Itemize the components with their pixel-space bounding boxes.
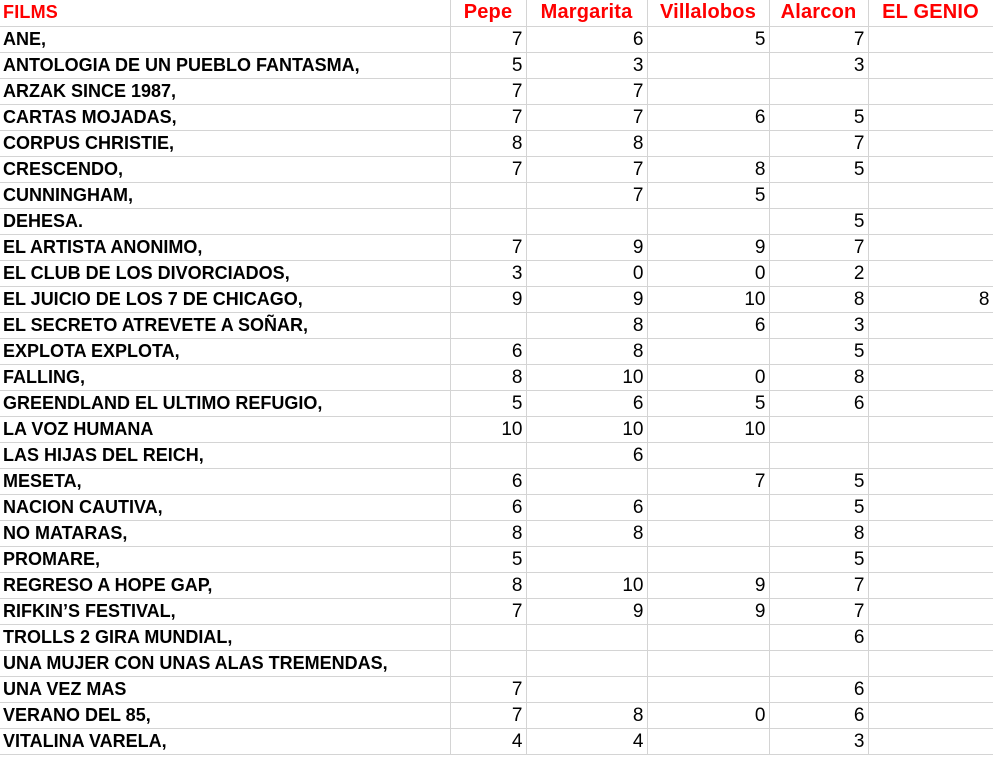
score-cell-margarita[interactable]: 3 [526,52,647,78]
film-title-cell[interactable]: RIFKIN’S FESTIVAL, [0,598,450,624]
score-cell-villalobos[interactable] [647,624,769,650]
score-cell-el-genio[interactable] [868,494,993,520]
score-cell-margarita[interactable] [526,468,647,494]
film-title-cell[interactable]: LA VOZ HUMANA [0,416,450,442]
table-row [0,208,993,234]
table-row [0,520,993,546]
score-cell-el-genio[interactable] [868,442,993,468]
film-title-cell[interactable]: PROMARE, [0,546,450,572]
film-title-cell[interactable]: NO MATARAS, [0,520,450,546]
score-cell-margarita[interactable]: 9 [526,234,647,260]
score-cell-alarcon[interactable]: 7 [769,598,868,624]
film-title-cell[interactable]: REGRESO A HOPE GAP, [0,572,450,598]
score-cell-el-genio[interactable] [868,468,993,494]
score-cell-alarcon[interactable]: 8 [769,364,868,390]
score-cell-villalobos[interactable] [647,52,769,78]
table-row [0,598,993,624]
score-cell-alarcon[interactable]: 7 [769,234,868,260]
table-row [0,442,993,468]
score-cell-villalobos[interactable]: 5 [647,182,769,208]
score-cell-pepe[interactable] [450,312,526,338]
film-title-cell[interactable]: EL JUICIO DE LOS 7 DE CHICAGO, [0,286,450,312]
score-cell-el-genio[interactable] [868,572,993,598]
film-title-cell[interactable]: EXPLOTA EXPLOTA, [0,338,450,364]
film-title-cell[interactable]: EL SECRETO ATREVETE A SOÑAR, [0,312,450,338]
score-cell-villalobos[interactable] [647,728,769,754]
score-cell-margarita[interactable]: 7 [526,78,647,104]
header-cell-villalobos[interactable]: Villalobos [647,0,769,26]
score-cell-pepe[interactable]: 9 [450,286,526,312]
score-cell-margarita[interactable]: 9 [526,286,647,312]
score-cell-pepe[interactable]: 5 [450,390,526,416]
film-title-cell[interactable]: NACION CAUTIVA, [0,494,450,520]
score-cell-margarita[interactable]: 10 [526,364,647,390]
film-title-cell[interactable]: ANTOLOGIA DE UN PUEBLO FANTASMA, [0,52,450,78]
film-title-cell[interactable]: ANE, [0,26,450,52]
film-title-cell[interactable]: EL CLUB DE LOS DIVORCIADOS, [0,260,450,286]
score-cell-pepe[interactable]: 7 [450,702,526,728]
score-cell-alarcon[interactable]: 5 [769,494,868,520]
table-row [0,390,993,416]
score-cell-el-genio[interactable] [868,182,993,208]
film-title-cell[interactable]: DEHESA. [0,208,450,234]
score-cell-alarcon[interactable]: 5 [769,546,868,572]
header-cell-films[interactable]: FILMS [0,0,450,26]
score-cell-margarita[interactable]: 8 [526,130,647,156]
score-cell-el-genio[interactable] [868,260,993,286]
score-cell-margarita[interactable]: 7 [526,156,647,182]
score-cell-pepe[interactable] [450,650,526,676]
score-cell-alarcon[interactable]: 3 [769,312,868,338]
score-cell-el-genio[interactable] [868,338,993,364]
score-cell-margarita[interactable]: 7 [526,104,647,130]
score-cell-alarcon[interactable] [769,78,868,104]
table-row [0,676,993,702]
score-cell-margarita[interactable]: 6 [526,494,647,520]
score-cell-el-genio[interactable] [868,520,993,546]
film-title-cell[interactable]: EL ARTISTA ANONIMO, [0,234,450,260]
score-cell-alarcon[interactable]: 5 [769,468,868,494]
score-cell-villalobos[interactable] [647,650,769,676]
score-cell-margarita[interactable]: 7 [526,182,647,208]
score-cell-margarita[interactable]: 8 [526,312,647,338]
score-cell-pepe[interactable]: 8 [450,364,526,390]
film-title-cell[interactable]: VERANO DEL 85, [0,702,450,728]
score-cell-el-genio[interactable] [868,130,993,156]
score-cell-alarcon[interactable]: 7 [769,130,868,156]
score-cell-villalobos[interactable] [647,78,769,104]
table-row [0,468,993,494]
table-row [0,312,993,338]
score-cell-pepe[interactable] [450,208,526,234]
score-cell-pepe[interactable]: 5 [450,546,526,572]
film-title-cell[interactable]: CUNNINGHAM, [0,182,450,208]
score-cell-villalobos[interactable]: 7 [647,468,769,494]
table-row [0,52,993,78]
table-row [0,702,993,728]
score-cell-alarcon[interactable]: 8 [769,520,868,546]
film-title-cell[interactable]: GREENDLAND EL ULTIMO REFUGIO, [0,390,450,416]
film-title-cell[interactable]: ARZAK SINCE 1987, [0,78,450,104]
score-cell-margarita[interactable] [526,676,647,702]
score-cell-alarcon[interactable]: 3 [769,52,868,78]
table-row [0,182,993,208]
table-row [0,494,993,520]
score-cell-villalobos[interactable]: 9 [647,598,769,624]
score-cell-villalobos[interactable]: 0 [647,260,769,286]
score-cell-villalobos[interactable] [647,546,769,572]
score-cell-alarcon[interactable] [769,182,868,208]
score-cell-el-genio[interactable] [868,104,993,130]
table-row [0,624,993,650]
score-cell-pepe[interactable]: 5 [450,52,526,78]
score-cell-pepe[interactable]: 6 [450,494,526,520]
score-cell-el-genio[interactable]: 8 [868,286,993,312]
score-cell-alarcon[interactable]: 6 [769,676,868,702]
score-cell-margarita[interactable] [526,546,647,572]
score-cell-margarita[interactable]: 8 [526,520,647,546]
score-cell-margarita[interactable]: 10 [526,572,647,598]
score-cell-villalobos[interactable]: 9 [647,234,769,260]
table-row [0,78,993,104]
score-cell-el-genio[interactable] [868,208,993,234]
score-cell-margarita[interactable]: 9 [526,598,647,624]
score-cell-el-genio[interactable] [868,546,993,572]
film-title-cell[interactable]: LAS HIJAS DEL REICH, [0,442,450,468]
score-cell-el-genio[interactable] [868,390,993,416]
score-cell-pepe[interactable]: 8 [450,130,526,156]
score-cell-pepe[interactable]: 7 [450,104,526,130]
film-title-cell[interactable]: TROLLS 2 GIRA MUNDIAL, [0,624,450,650]
film-title-cell[interactable]: UNA MUJER CON UNAS ALAS TREMENDAS, [0,650,450,676]
score-cell-alarcon[interactable]: 8 [769,286,868,312]
table-row [0,728,993,754]
table-row [0,364,993,390]
score-cell-pepe[interactable]: 10 [450,416,526,442]
score-cell-villalobos[interactable]: 10 [647,286,769,312]
score-cell-pepe[interactable]: 7 [450,598,526,624]
score-cell-el-genio[interactable] [868,598,993,624]
score-cell-alarcon[interactable]: 5 [769,208,868,234]
header-cell-pepe[interactable]: Pepe [450,0,526,26]
table-row [0,572,993,598]
header-cell-alarcon[interactable]: Alarcon [769,0,868,26]
film-title-cell[interactable]: UNA VEZ MAS [0,676,450,702]
table-row [0,26,993,52]
score-cell-el-genio[interactable] [868,702,993,728]
score-cell-villalobos[interactable]: 6 [647,104,769,130]
score-cell-villalobos[interactable] [647,208,769,234]
score-cell-villalobos[interactable] [647,442,769,468]
score-cell-el-genio[interactable] [868,624,993,650]
film-title-cell[interactable]: FALLING, [0,364,450,390]
score-cell-villalobos[interactable] [647,676,769,702]
score-cell-villalobos[interactable]: 9 [647,572,769,598]
score-cell-el-genio[interactable] [868,416,993,442]
score-cell-margarita[interactable] [526,624,647,650]
score-cell-villalobos[interactable] [647,520,769,546]
score-cell-margarita[interactable]: 6 [526,442,647,468]
score-cell-margarita[interactable]: 4 [526,728,647,754]
score-cell-pepe[interactable]: 6 [450,468,526,494]
score-cell-alarcon[interactable]: 7 [769,26,868,52]
score-cell-villalobos[interactable]: 6 [647,312,769,338]
score-cell-villalobos[interactable]: 0 [647,364,769,390]
film-title-cell[interactable]: CORPUS CHRISTIE, [0,130,450,156]
table-row [0,260,993,286]
film-title-cell[interactable]: MESETA, [0,468,450,494]
score-cell-el-genio[interactable] [868,650,993,676]
score-cell-el-genio[interactable] [868,312,993,338]
score-cell-villalobos[interactable] [647,338,769,364]
score-cell-pepe[interactable]: 8 [450,572,526,598]
score-cell-alarcon[interactable]: 6 [769,390,868,416]
score-cell-alarcon[interactable]: 3 [769,728,868,754]
table-row [0,416,993,442]
score-cell-el-genio[interactable] [868,728,993,754]
header-row [0,0,993,26]
table-row [0,650,993,676]
score-cell-villalobos[interactable]: 0 [647,702,769,728]
score-cell-pepe[interactable] [450,182,526,208]
header-cell-el-genio[interactable]: EL GENIO [868,0,993,26]
score-cell-villalobos[interactable]: 10 [647,416,769,442]
score-cell-pepe[interactable]: 6 [450,338,526,364]
score-cell-pepe[interactable]: 7 [450,676,526,702]
score-cell-margarita[interactable]: 6 [526,390,647,416]
score-cell-el-genio[interactable] [868,26,993,52]
score-cell-margarita[interactable]: 8 [526,338,647,364]
score-cell-pepe[interactable]: 7 [450,26,526,52]
score-cell-villalobos[interactable]: 8 [647,156,769,182]
score-cell-pepe[interactable]: 8 [450,520,526,546]
score-cell-el-genio[interactable] [868,52,993,78]
score-cell-pepe[interactable]: 3 [450,260,526,286]
score-cell-margarita[interactable] [526,650,647,676]
table-row [0,546,993,572]
score-cell-alarcon[interactable]: 7 [769,572,868,598]
score-cell-villalobos[interactable]: 5 [647,390,769,416]
score-cell-pepe[interactable]: 7 [450,156,526,182]
score-cell-pepe[interactable]: 4 [450,728,526,754]
score-cell-alarcon[interactable] [769,416,868,442]
score-cell-el-genio[interactable] [868,156,993,182]
score-cell-alarcon[interactable]: 5 [769,156,868,182]
score-cell-pepe[interactable] [450,442,526,468]
score-cell-villalobos[interactable] [647,130,769,156]
table-row [0,156,993,182]
score-cell-alarcon[interactable] [769,650,868,676]
score-cell-margarita[interactable]: 8 [526,702,647,728]
table-row [0,286,993,312]
score-cell-villalobos[interactable]: 5 [647,26,769,52]
score-cell-pepe[interactable]: 7 [450,78,526,104]
score-cell-el-genio[interactable] [868,78,993,104]
score-cell-margarita[interactable]: 10 [526,416,647,442]
score-cell-el-genio[interactable] [868,234,993,260]
score-cell-villalobos[interactable] [647,494,769,520]
score-cell-margarita[interactable] [526,208,647,234]
table-row [0,338,993,364]
score-cell-alarcon[interactable]: 2 [769,260,868,286]
header-cell-margarita[interactable]: Margarita [526,0,647,26]
film-title-cell[interactable]: CARTAS MOJADAS, [0,104,450,130]
score-cell-pepe[interactable]: 7 [450,234,526,260]
score-cell-alarcon[interactable] [769,442,868,468]
score-cell-alarcon[interactable]: 6 [769,702,868,728]
table-row [0,234,993,260]
score-cell-pepe[interactable] [450,624,526,650]
score-cell-alarcon[interactable]: 5 [769,104,868,130]
score-cell-margarita[interactable]: 0 [526,260,647,286]
score-cell-alarcon[interactable]: 6 [769,624,868,650]
score-cell-el-genio[interactable] [868,364,993,390]
table-row [0,130,993,156]
score-cell-el-genio[interactable] [868,676,993,702]
score-cell-alarcon[interactable]: 5 [769,338,868,364]
film-title-cell[interactable]: VITALINA VARELA, [0,728,450,754]
table-row [0,104,993,130]
score-cell-margarita[interactable]: 6 [526,26,647,52]
film-title-cell[interactable]: CRESCENDO, [0,156,450,182]
